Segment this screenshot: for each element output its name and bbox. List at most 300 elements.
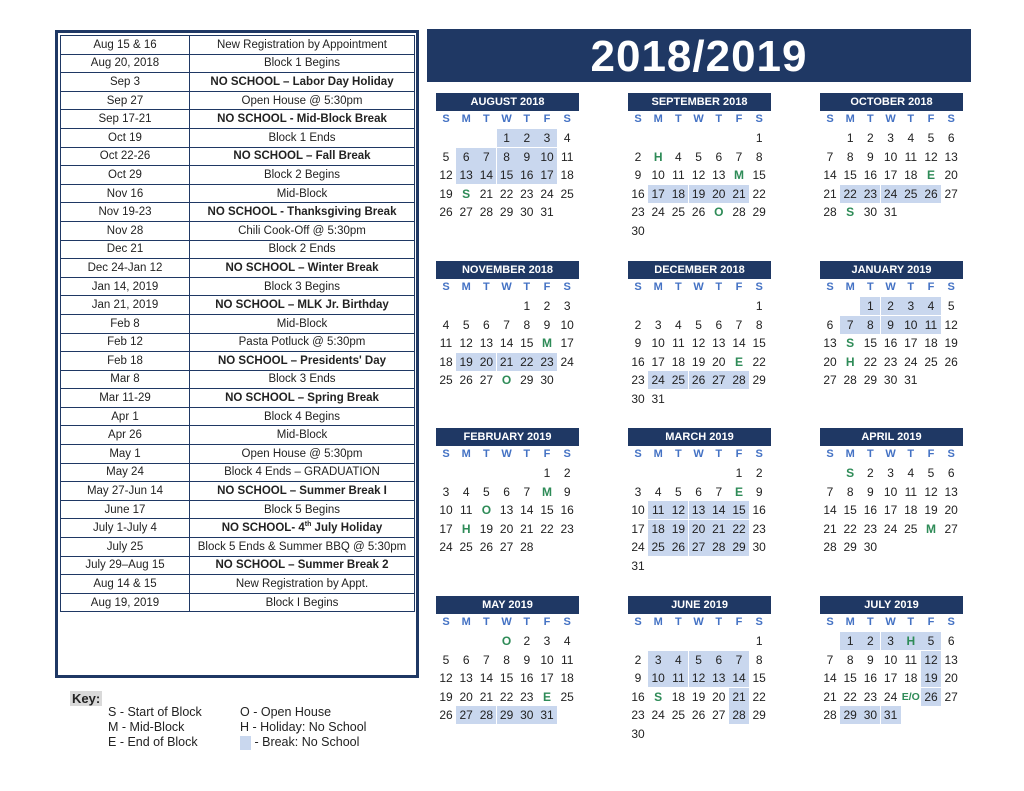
- calendar-day: 30: [863, 540, 878, 555]
- month-september-2018: [628, 93, 784, 243]
- weekday-header: T: [483, 616, 490, 628]
- event-date: Mar 8: [61, 370, 190, 389]
- calendar-day: 6: [503, 484, 510, 499]
- calendar-marker: S: [654, 689, 663, 704]
- calendar-day: 18: [904, 671, 918, 686]
- weekday-header: T: [867, 281, 874, 293]
- weekday-header: W: [501, 448, 512, 460]
- calendar-day: 9: [563, 484, 571, 499]
- month-title: AUGUST 2018: [436, 93, 579, 111]
- event-row: [61, 333, 415, 352]
- calendar-day: 7: [729, 651, 749, 669]
- calendar-day: 9: [867, 652, 874, 667]
- event-row: [61, 482, 415, 501]
- calendar-day: 17: [439, 521, 453, 536]
- calendar-day: 21: [479, 186, 494, 201]
- weekday-header: S: [755, 448, 763, 460]
- calendar-marker: H: [461, 521, 471, 536]
- weekday-header: T: [867, 448, 874, 460]
- weekday-header: F: [543, 448, 551, 460]
- calendar-day: 8: [497, 148, 517, 166]
- calendar-day: 11: [921, 316, 941, 334]
- legend-item-open-house: O - Open House: [240, 705, 332, 719]
- calendar-day: 4: [907, 131, 915, 145]
- calendar-day: 1: [755, 299, 763, 313]
- legend-item-mid: M - Mid-Block: [108, 720, 185, 734]
- month-title: OCTOBER 2018: [820, 93, 963, 111]
- calendar-marker: M: [926, 521, 936, 536]
- calendar-marker: H: [653, 149, 663, 164]
- calendar-day: 28: [476, 706, 496, 724]
- calendar-day: 24: [883, 521, 898, 536]
- calendar-day: 13: [712, 336, 726, 351]
- calendar-day: 20: [712, 354, 726, 369]
- calendar-day: 22: [540, 521, 554, 536]
- calendar-day: 20: [709, 185, 729, 203]
- calendar-day: 29: [752, 373, 766, 388]
- calendar-day: 2: [860, 632, 880, 650]
- calendar-day: 26: [689, 371, 709, 389]
- calendar-marker: H: [845, 354, 855, 369]
- calendar-day: 27: [709, 371, 729, 389]
- month-title: MARCH 2019: [628, 428, 771, 446]
- calendar-day: 25: [924, 354, 938, 369]
- weekday-header: S: [826, 616, 834, 628]
- calendar-day: 19: [668, 520, 688, 538]
- calendar-day: 19: [691, 689, 706, 704]
- weekday-header: S: [634, 113, 642, 125]
- calendar-day: 6: [715, 317, 723, 332]
- event-description: Mid-Block: [190, 184, 415, 203]
- calendar-day: 24: [439, 540, 453, 555]
- calendar-day: 3: [634, 484, 642, 499]
- calendar-day: 7: [476, 148, 496, 166]
- month-march-2019: [628, 428, 784, 578]
- event-description: Chili Cook-Off @ 5:30pm: [190, 221, 415, 240]
- calendar-day: 7: [826, 149, 834, 164]
- calendar-day: 20: [944, 671, 958, 686]
- break-swatch: [240, 736, 251, 750]
- calendar-day: 6: [462, 652, 470, 667]
- calendar-day: 5: [442, 652, 450, 667]
- weekday-header: T: [483, 448, 490, 460]
- calendar-day: 1: [497, 129, 517, 147]
- calendar-day: 25: [671, 708, 686, 723]
- calendar-day: 30: [863, 205, 878, 220]
- calendar-day: 4: [675, 149, 682, 164]
- calendar-day: 22: [752, 354, 766, 369]
- calendar-day: 8: [755, 317, 763, 332]
- calendar-day: 11: [904, 149, 918, 164]
- calendar-day: 30: [631, 392, 645, 406]
- calendar-day: 16: [752, 503, 766, 518]
- calendar-day: 12: [439, 671, 453, 686]
- calendar-day: 16: [631, 186, 645, 201]
- month-title: FEBRUARY 2019: [436, 428, 579, 446]
- weekday-header: S: [826, 113, 834, 125]
- calendar-day: 21: [520, 521, 534, 536]
- calendar-day: 6: [695, 484, 702, 499]
- month-title: JULY 2019: [820, 596, 963, 614]
- calendar-day: 24: [883, 689, 898, 704]
- calendar-day: 9: [543, 317, 551, 332]
- calendar-day: 6: [715, 149, 723, 164]
- calendar-day: 20: [823, 354, 837, 369]
- calendar-day: 10: [651, 336, 665, 351]
- event-date: May 1: [61, 445, 190, 464]
- calendar-day: 14: [709, 501, 729, 519]
- calendar-day: 6: [947, 466, 955, 480]
- calendar-day: 16: [560, 503, 574, 518]
- calendar-day: 17: [560, 336, 574, 351]
- weekday-header: M: [653, 281, 663, 293]
- weekday-header: T: [867, 113, 874, 125]
- calendar-day: 9: [634, 671, 642, 686]
- calendar-day: 5: [695, 149, 702, 164]
- calendar-day: 16: [631, 689, 645, 704]
- calendar-day: 3: [887, 131, 894, 145]
- calendar-day: 20: [689, 520, 709, 538]
- event-description: Block 3 Ends: [190, 370, 415, 389]
- calendar-day: 19: [479, 521, 494, 536]
- weekday-header: S: [634, 281, 642, 293]
- month-may-2019: [436, 596, 592, 746]
- legend-item-end: E - End of Block: [108, 735, 198, 749]
- month-january-2019: [820, 261, 976, 411]
- calendar-day: 21: [479, 689, 494, 704]
- weekday-header: W: [501, 281, 512, 293]
- weekday-header: S: [634, 448, 642, 460]
- calendar-day: 24: [631, 540, 645, 555]
- calendar-day: 27: [944, 521, 958, 536]
- calendar-day: 13: [709, 669, 729, 687]
- calendar-day: 31: [883, 205, 898, 220]
- calendar-day: 16: [517, 166, 537, 184]
- event-description: Block I Begins: [190, 593, 415, 612]
- calendar-day: 27: [479, 373, 494, 388]
- month-title: JUNE 2019: [628, 596, 771, 614]
- event-date: Dec 21: [61, 240, 190, 259]
- event-date: Oct 22-26: [61, 147, 190, 166]
- month-title: DECEMBER 2018: [628, 261, 771, 279]
- weekday-header: F: [543, 113, 551, 125]
- event-description: Pasta Potluck @ 5:30pm: [190, 333, 415, 352]
- calendar-day: 12: [944, 317, 958, 332]
- calendar-day: 15: [729, 501, 749, 519]
- event-date: Aug 14 & 15: [61, 575, 190, 594]
- event-row: [61, 91, 415, 110]
- weekday-header: S: [947, 616, 955, 628]
- calendar-day: 25: [459, 540, 473, 555]
- calendar-day: 23: [860, 185, 880, 203]
- weekday-header: T: [523, 281, 531, 293]
- calendar-day: 7: [826, 484, 834, 499]
- weekday-header: M: [845, 113, 855, 125]
- calendar-day: 12: [691, 336, 706, 351]
- weekday-header: M: [461, 616, 471, 628]
- calendar-day: 27: [944, 186, 958, 201]
- weekday-header: M: [461, 281, 471, 293]
- event-date: Nov 16: [61, 184, 190, 203]
- calendar-day: 5: [462, 317, 470, 332]
- calendar-day: 15: [752, 671, 766, 686]
- weekday-header: M: [461, 448, 471, 460]
- weekday-header: W: [885, 113, 896, 125]
- calendar-day: 8: [755, 652, 763, 667]
- weekday-header: F: [735, 448, 743, 460]
- calendar-day: 8: [846, 149, 854, 164]
- calendar-day: 8: [755, 149, 763, 164]
- weekday-header: T: [907, 281, 915, 293]
- calendar-day: 24: [651, 708, 665, 723]
- calendar-day: 28: [823, 708, 837, 723]
- calendar-marker: M: [542, 484, 552, 499]
- calendar-day: 4: [462, 484, 470, 499]
- calendar-day: 1: [755, 131, 763, 145]
- calendar-day: 13: [689, 501, 709, 519]
- month-february-2019: [436, 428, 592, 578]
- calendar-day: 3: [563, 299, 571, 313]
- calendar-day: 19: [924, 503, 938, 518]
- event-row: [61, 426, 415, 445]
- calendar-day: 3: [901, 297, 921, 315]
- weekday-header: T: [715, 113, 723, 125]
- calendar-day: 1: [840, 632, 860, 650]
- calendar-day: 27: [689, 538, 709, 556]
- calendar-day: 12: [924, 149, 938, 164]
- event-date: Dec 24-Jan 12: [61, 259, 190, 278]
- calendar-day: 22: [752, 186, 766, 201]
- weekday-header: S: [442, 448, 450, 460]
- calendar-day: 11: [668, 669, 688, 687]
- event-date: June 17: [61, 500, 190, 519]
- calendar-day: 21: [823, 521, 837, 536]
- calendar-day: 6: [709, 651, 729, 669]
- weekday-header: T: [483, 281, 490, 293]
- weekday-header: T: [483, 113, 490, 125]
- calendar-day: 5: [927, 131, 935, 145]
- calendar-day: 21: [729, 688, 749, 706]
- event-description: NO SCHOOL – MLK Jr. Birthday: [190, 296, 415, 315]
- weekday-header: M: [461, 113, 471, 125]
- calendar-day: 9: [867, 149, 874, 164]
- calendar-day: 13: [712, 168, 726, 183]
- calendar-day: 26: [459, 373, 473, 388]
- calendar-day: 7: [826, 652, 834, 667]
- calendar-day: 31: [881, 706, 901, 724]
- event-date: Apr 1: [61, 407, 190, 426]
- weekday-header: F: [543, 281, 551, 293]
- calendar-day: 15: [540, 503, 554, 518]
- calendar-day: 19: [921, 669, 941, 687]
- calendar-marker: S: [846, 205, 855, 220]
- calendar-day: 18: [560, 168, 574, 183]
- event-date: July 1-July 4: [61, 519, 190, 538]
- calendar-marker: E: [734, 484, 743, 499]
- calendar-day: 16: [863, 168, 878, 183]
- weekday-header: M: [845, 281, 855, 293]
- calendar-day: 25: [560, 689, 574, 704]
- calendar-day: 4: [654, 484, 662, 499]
- calendar-day: 21: [823, 186, 837, 201]
- calendar-day: 14: [823, 168, 837, 183]
- event-description: Block 3 Begins: [190, 277, 415, 296]
- calendar-day: 5: [483, 484, 490, 499]
- calendar-day: 17: [537, 166, 557, 184]
- weekday-header: S: [563, 448, 571, 460]
- calendar-day: 7: [523, 484, 531, 499]
- calendar-day: 7: [715, 484, 723, 499]
- calendar-day: 28: [520, 540, 534, 555]
- calendar-day: 14: [476, 166, 496, 184]
- calendar-day: 24: [881, 185, 901, 203]
- calendar-day: 19: [944, 336, 958, 351]
- event-date: Feb 18: [61, 352, 190, 371]
- calendar-day: 26: [439, 708, 453, 723]
- calendar-day: 22: [863, 354, 878, 369]
- calendar-day: 21: [709, 520, 729, 538]
- calendar-day: 15: [843, 671, 857, 686]
- calendar-day: 16: [631, 354, 645, 369]
- weekday-header: F: [735, 113, 743, 125]
- month-title: APRIL 2019: [820, 428, 963, 446]
- weekday-header: S: [563, 113, 571, 125]
- event-date: Feb 12: [61, 333, 190, 352]
- calendar-day: 25: [671, 205, 686, 220]
- event-row: [61, 500, 415, 519]
- calendar-day: 10: [560, 317, 574, 332]
- calendar-day: 22: [517, 353, 537, 371]
- event-description: NO SCHOOL – Winter Break: [190, 259, 415, 278]
- calendar-day: 19: [456, 353, 476, 371]
- calendar-day: 17: [883, 671, 898, 686]
- calendar-day: 29: [863, 373, 878, 388]
- event-description: NO SCHOOL – Summer Break I: [190, 482, 415, 501]
- event-description: Open House @ 5:30pm: [190, 91, 415, 110]
- calendar-day: 15: [863, 336, 878, 351]
- weekday-header: F: [927, 281, 935, 293]
- weekday-header: W: [885, 281, 896, 293]
- weekday-header: S: [563, 616, 571, 628]
- calendar-day: 16: [863, 671, 878, 686]
- calendar-day: 2: [867, 131, 874, 145]
- month-october-2018: [820, 93, 976, 243]
- calendar-day: 24: [540, 186, 554, 201]
- weekday-header: W: [693, 281, 704, 293]
- event-row: [61, 147, 415, 166]
- event-date: Sep 17-21: [61, 110, 190, 129]
- calendar-day: 29: [497, 706, 517, 724]
- calendar-day: 22: [843, 689, 857, 704]
- calendar-day: 5: [927, 466, 935, 480]
- calendar-day: 24: [651, 205, 665, 220]
- weekday-header: W: [885, 448, 896, 460]
- calendar-day: 1: [755, 634, 763, 648]
- calendar-day: 2: [523, 634, 531, 648]
- calendar-day: 27: [712, 708, 726, 723]
- event-description: Block 2 Begins: [190, 166, 415, 185]
- calendar-day: 2: [867, 466, 874, 480]
- calendar-day: 23: [863, 521, 878, 536]
- event-row: [61, 538, 415, 557]
- calendar-day: 3: [654, 317, 662, 332]
- weekday-header: T: [675, 448, 682, 460]
- calendar-day: 13: [944, 652, 958, 667]
- calendar-day: 31: [537, 706, 557, 724]
- weekday-header: S: [442, 616, 450, 628]
- legend-item-start: S - Start of Block: [108, 705, 202, 719]
- calendar-marker: E: [734, 354, 743, 369]
- calendar-day: 14: [520, 503, 534, 518]
- calendar-day: 26: [921, 688, 941, 706]
- calendar-day: 30: [540, 373, 554, 388]
- event-description: Block 5 Ends & Summer BBQ @ 5:30pm: [190, 538, 415, 557]
- weekday-header: F: [543, 616, 551, 628]
- event-row: [61, 370, 415, 389]
- calendar-day: 9: [634, 336, 642, 351]
- calendar-day: 29: [840, 706, 860, 724]
- calendar-day: 27: [456, 706, 476, 724]
- calendar-day: 29: [752, 205, 766, 220]
- calendar-day: 23: [631, 373, 645, 388]
- calendar-day: 23: [631, 708, 645, 723]
- event-row: [61, 73, 415, 92]
- calendar-day: 15: [752, 336, 766, 351]
- calendar-day: 11: [459, 503, 473, 518]
- weekday-header: T: [523, 448, 531, 460]
- calendar-day: 23: [883, 354, 898, 369]
- weekday-header: T: [715, 281, 723, 293]
- event-row: [61, 240, 415, 259]
- calendar-day: 25: [668, 371, 688, 389]
- weekday-header: F: [735, 616, 743, 628]
- calendar-day: 12: [691, 168, 706, 183]
- calendar-day: 20: [712, 689, 726, 704]
- event-description: Mid-Block: [190, 426, 415, 445]
- calendar-day: 12: [689, 669, 709, 687]
- event-date: Jan 21, 2019: [61, 296, 190, 315]
- calendar-day: 8: [523, 317, 531, 332]
- calendar-day: 10: [883, 484, 898, 499]
- calendar-day: 16: [863, 503, 878, 518]
- calendar-day: 21: [823, 689, 837, 704]
- event-description: Block 4 Ends – GRADUATION: [190, 463, 415, 482]
- calendar-day: 8: [503, 652, 510, 667]
- event-description: NO SCHOOL- 4th July Holiday: [190, 519, 415, 538]
- calendar-day: 19: [439, 186, 453, 201]
- weekday-header: T: [675, 281, 682, 293]
- calendar-day: 8: [860, 316, 880, 334]
- month-december-2018: [628, 261, 784, 411]
- calendar-day: 17: [904, 336, 918, 351]
- calendar-day: 27: [459, 205, 473, 220]
- calendar-day: 13: [499, 503, 514, 518]
- calendar-day: 1: [860, 297, 880, 315]
- calendar-day: 28: [709, 538, 729, 556]
- calendar-day: 1: [846, 131, 854, 145]
- event-date: Mar 11-29: [61, 389, 190, 408]
- legend-item-holiday: H - Holiday: No School: [240, 720, 367, 734]
- calendar-day: 3: [881, 632, 901, 650]
- calendar-marker: H: [901, 632, 921, 650]
- calendar-marker: M: [734, 168, 744, 183]
- weekday-header: F: [927, 616, 935, 628]
- calendar-day: 10: [651, 168, 665, 183]
- calendar-day: 12: [924, 484, 938, 499]
- event-date: Aug 20, 2018: [61, 54, 190, 73]
- calendar-day: 18: [924, 336, 938, 351]
- calendar-day: 12: [459, 336, 473, 351]
